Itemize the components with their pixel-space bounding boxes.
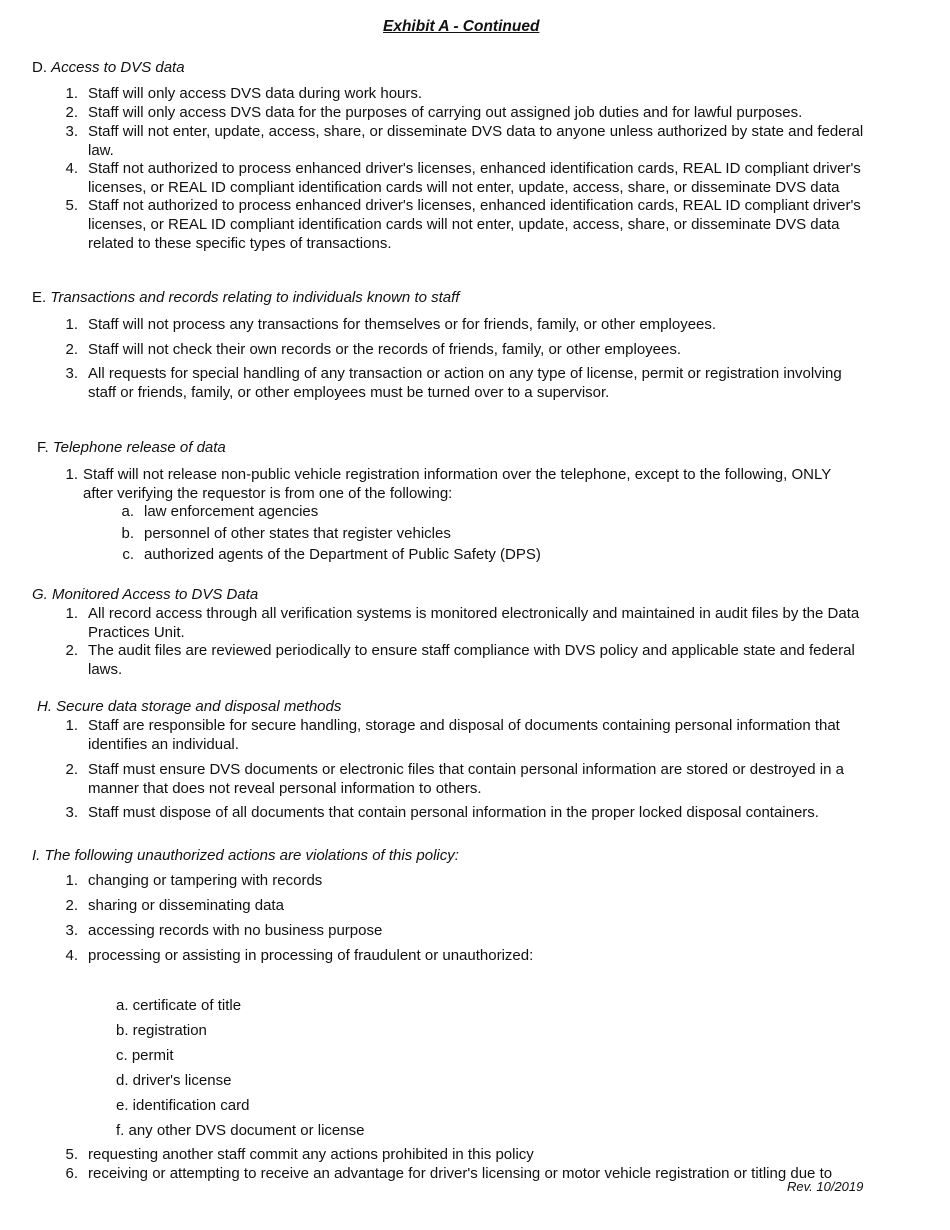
section-d-title: Access to DVS data bbox=[51, 59, 185, 76]
sublist-letter: c. bbox=[122, 546, 134, 563]
list-number: 6. bbox=[65, 1165, 78, 1182]
revision-date: Rev. 10/2019 bbox=[787, 1179, 864, 1194]
list-item-text: requesting another staff commit any actions prohibited in this policy bbox=[88, 1146, 534, 1163]
sublist-item: e. identification card bbox=[116, 1097, 250, 1114]
list-item-text: Staff will only access DVS data during work hours. bbox=[88, 85, 423, 102]
section-d-heading bbox=[32, 58, 185, 77]
sublist-item: a. certificate of title bbox=[116, 997, 242, 1014]
list-number: 2. bbox=[65, 642, 78, 659]
list-number: 1. bbox=[65, 872, 78, 889]
list-item-text: Staff must dispose of all documents that contain personal information in the proper locked disposal containers. bbox=[88, 804, 819, 821]
sublist-item-text: authorized agents of the Department of Public Safety (DPS) bbox=[144, 546, 541, 563]
list-number: 2. bbox=[65, 761, 78, 778]
sublist-letter: a. bbox=[121, 503, 134, 520]
list-item-text: Staff will not enter, update, access, share, or disseminate DVS data to anyone unless authorized by state and federal bbox=[88, 123, 864, 140]
section-i-heading: I. The following unauthorized actions are violations of this policy: bbox=[32, 847, 459, 864]
list-item-text: accessing records with no business purpose bbox=[88, 922, 383, 939]
list-item-text: licenses, or REAL ID compliant identification cards will not enter, update, access, share, or disseminate DVS data bbox=[88, 179, 840, 196]
section-g-heading: G. Monitored Access to DVS Data bbox=[32, 586, 259, 603]
list-item-text: Practices Unit. bbox=[88, 624, 185, 641]
list-number: 4. bbox=[65, 947, 78, 964]
list-number: 1. bbox=[65, 717, 78, 734]
list-item-text: after verifying the requestor is from one of the following: bbox=[83, 485, 453, 502]
sublist-item: c. permit bbox=[116, 1047, 174, 1064]
list-number: 2. bbox=[65, 897, 78, 914]
list-number: 5. bbox=[65, 1146, 78, 1163]
list-item-text: Staff must ensure DVS documents or electronic files that contain personal information are stored or destroyed in a bbox=[88, 761, 844, 778]
list-item-text: Staff will not check their own records or the records of friends, family, or other employees. bbox=[88, 341, 682, 358]
list-item-text: identifies an individual. bbox=[88, 736, 239, 753]
list-item-text: staff or friends, family, or other employees must be turned over to a supervisor. bbox=[88, 384, 610, 401]
list-number: 3. bbox=[65, 123, 78, 140]
list-item-text: manner that does not reveal personal information to others. bbox=[88, 780, 482, 797]
list-item-text: Staff are responsible for secure handling, storage and disposal of documents containing personal information that bbox=[88, 717, 840, 734]
sublist-item: d. driver's license bbox=[116, 1072, 232, 1089]
list-item-text: processing or assisting in processing of fraudulent or unauthorized: bbox=[88, 947, 534, 964]
list-number: 3. bbox=[65, 365, 78, 382]
list-number: 1. bbox=[65, 605, 78, 622]
list-number: 1. bbox=[65, 316, 78, 333]
list-number: 3. bbox=[65, 922, 78, 939]
sublist-item: f. any other DVS document or license bbox=[116, 1122, 365, 1139]
sublist-item-text: personnel of other states that register vehicles bbox=[144, 525, 451, 542]
section-e-title: Transactions and records relating to individuals known to staff bbox=[50, 289, 460, 306]
list-number: 2. bbox=[65, 341, 78, 358]
section-e-heading bbox=[32, 288, 459, 307]
list-item-text: law. bbox=[88, 142, 114, 159]
section-d-letter: D. bbox=[32, 59, 47, 76]
list-number: 4. bbox=[65, 160, 78, 177]
list-number: 2. bbox=[65, 104, 78, 121]
list-item-text: licenses, or REAL ID compliant identification cards will not enter, update, access, share, or disseminate DVS data bbox=[88, 216, 840, 233]
section-f-title: Telephone release of data bbox=[52, 439, 226, 456]
section-f-letter: F. bbox=[37, 439, 49, 456]
list-number: 1. bbox=[65, 466, 78, 483]
list-item-text: All record access through all verification systems is monitored electronically and maintained in audit files by the Data bbox=[88, 605, 860, 622]
list-item-text: The audit files are reviewed periodically to ensure staff compliance with DVS policy and applicable state and federal bbox=[88, 642, 855, 659]
section-e-letter: E. bbox=[32, 289, 47, 306]
list-number: 5. bbox=[65, 197, 78, 214]
list-item-text: changing or tampering with records bbox=[88, 872, 323, 889]
list-item-text: Staff not authorized to process enhanced driver's licenses, enhanced identification cards, REAL ID compliant driver's bbox=[88, 197, 861, 214]
list-item-text: Staff will not release non-public vehicle registration information over the telephone, except to the following, ONLY bbox=[83, 466, 832, 483]
sublist-letter: b. bbox=[121, 525, 134, 542]
page-title: Exhibit A - Continued bbox=[383, 18, 540, 35]
list-item-text: All requests for special handling of any transaction or action on any type of license, permit or registration involving bbox=[88, 365, 842, 382]
list-item-text: receiving or attempting to receive an advantage for driver's licensing or motor vehicle registration or titling due to bbox=[88, 1165, 833, 1182]
list-item-text: related to these specific types of transactions. bbox=[88, 235, 392, 252]
sublist-item: b. registration bbox=[116, 1022, 207, 1039]
sublist-item-text: law enforcement agencies bbox=[144, 503, 319, 520]
list-item-text: Staff not authorized to process enhanced driver's licenses, enhanced identification cards, REAL ID compliant driver's bbox=[88, 160, 861, 177]
list-number: 1. bbox=[65, 85, 78, 102]
section-h-heading: H. Secure data storage and disposal methods bbox=[37, 698, 342, 715]
section-f-heading bbox=[37, 438, 226, 457]
list-item-text: Staff will only access DVS data for the purposes of carrying out assigned job duties and for lawful purposes. bbox=[88, 104, 803, 121]
list-number: 3. bbox=[65, 804, 78, 821]
list-item-text: laws. bbox=[88, 661, 123, 678]
list-item-text: sharing or disseminating data bbox=[88, 897, 284, 914]
list-item-text: Staff will not process any transactions for themselves or for friends, family, or other employees. bbox=[88, 316, 717, 333]
